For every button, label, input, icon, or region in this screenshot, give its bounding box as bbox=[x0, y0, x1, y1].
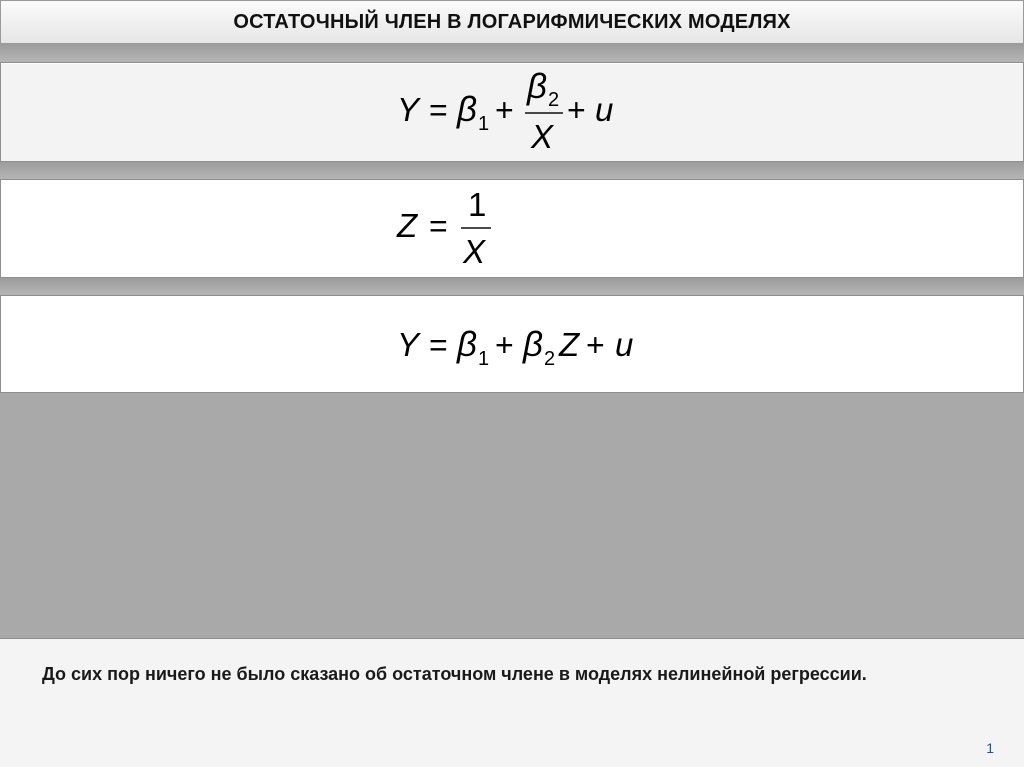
formula-1-plus-1: + bbox=[495, 92, 514, 128]
formula-3-beta2-subscript: 2 bbox=[544, 348, 556, 370]
formula-2-numerator: 1 bbox=[468, 186, 487, 223]
formula-3-beta1-subscript: 1 bbox=[478, 348, 490, 370]
slide-title: ОСТАТОЧНЫЙ ЧЛЕН В ЛОГАРИФМИЧЕСКИХ МОДЕЛЯХ bbox=[233, 10, 791, 33]
formula-3-plus-1: + bbox=[495, 327, 514, 363]
formula-3 bbox=[391, 295, 691, 393]
formula-3-lhs: Y bbox=[397, 326, 420, 363]
formula-3-beta2: β bbox=[523, 325, 543, 364]
formula-3-plus-2: + bbox=[586, 327, 605, 363]
formula-1-error-term: u bbox=[595, 91, 614, 128]
formula-2-equals: = bbox=[429, 208, 448, 244]
formula-panel-3 bbox=[0, 295, 1024, 393]
page-number: 1 bbox=[986, 740, 994, 756]
empty-content-area bbox=[0, 393, 1024, 638]
formula-1 bbox=[391, 62, 691, 162]
text-panel bbox=[0, 638, 1024, 767]
formula-1-numerator-subscript: 2 bbox=[548, 89, 560, 111]
body-text: До сих пор ничего не было сказано об остаточном члене в моделях нелинейной регрессии. bbox=[42, 664, 867, 684]
formula-1-numerator-beta: β bbox=[527, 67, 547, 106]
formula-1-denominator: X bbox=[531, 118, 554, 155]
formula-1-lhs: Y bbox=[397, 91, 420, 128]
formula-3-z: Z bbox=[559, 326, 580, 363]
formula-1-beta1: β bbox=[457, 90, 477, 129]
formula-2-lhs: Z bbox=[397, 207, 418, 244]
separator-3 bbox=[0, 278, 1024, 295]
formula-panel-2 bbox=[0, 179, 1024, 278]
formula-panel-1 bbox=[0, 62, 1024, 162]
formula-3-error-term: u bbox=[615, 326, 634, 363]
formula-1-beta1-subscript: 1 bbox=[478, 113, 490, 135]
formula-3-equals: = bbox=[429, 327, 448, 363]
formula-2 bbox=[391, 179, 591, 278]
formula-1-equals: = bbox=[429, 92, 448, 128]
title-bar bbox=[0, 0, 1024, 44]
separator-2 bbox=[0, 162, 1024, 179]
formula-3-beta1: β bbox=[457, 325, 477, 364]
separator-1 bbox=[0, 44, 1024, 62]
formula-1-plus-2: + bbox=[567, 92, 586, 128]
formula-2-denominator: X bbox=[463, 233, 486, 270]
